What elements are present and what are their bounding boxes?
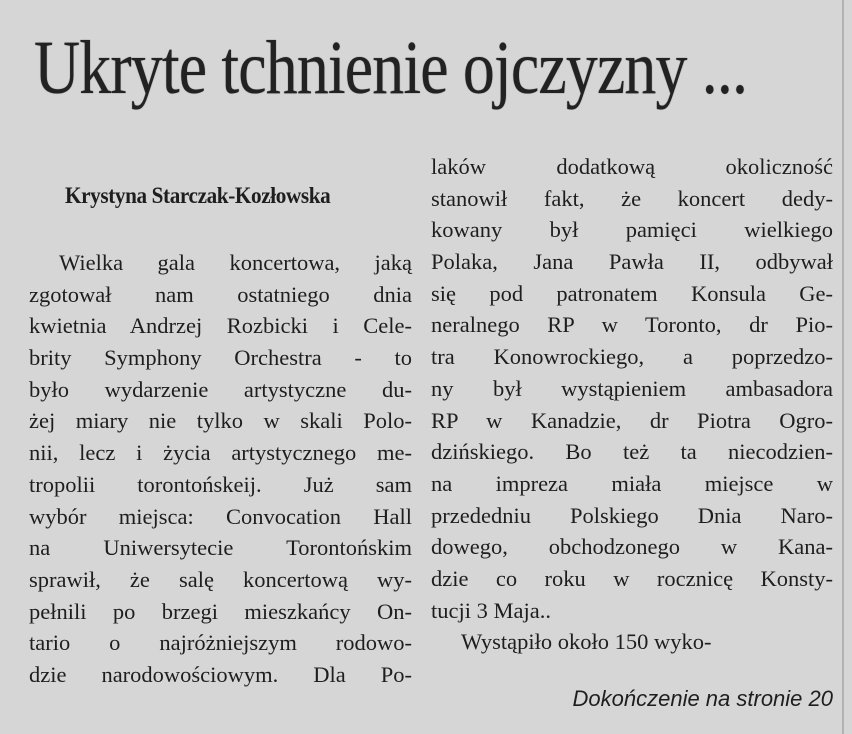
- text-line: dzie narodowościowym. Dla Po-: [29, 661, 412, 687]
- text-line: laków dodatkową okoliczność: [431, 154, 833, 179]
- article-headline: Ukryte tchnienie ojczyzny ...: [34, 26, 748, 110]
- text-line: kwietnia Andrzej Rozbicki i Cele-: [29, 313, 412, 339]
- text-line: zgotował nam ostatniego dnia: [29, 281, 412, 307]
- text-line: brity Symphony Orchestra - to: [29, 345, 412, 371]
- text-line: na impreza miała miejsce w: [431, 470, 833, 496]
- text-line: na Uniwersytecie Torontońskim: [29, 535, 412, 561]
- page-edge-divider: [842, 0, 844, 734]
- text-line: tario o najróżniejszym rodowo-: [29, 630, 412, 656]
- article-author: Krystyna Starczak-Kozłowska: [65, 183, 331, 208]
- text-line: dzińskiego. Bo też ta niecodzien-: [431, 439, 833, 465]
- text-line: Polaka, Jana Pawła II, odbywał: [431, 249, 833, 275]
- text-line: nii, lecz i życia artystycznego me-: [29, 440, 412, 466]
- text-line: Wielka gala koncertowa, jaką: [59, 250, 412, 275]
- article-column-right: [431, 151, 833, 658]
- text-line: neralnego RP w Toronto, dr Pio-: [431, 312, 833, 338]
- text-line: tucji 3 Maja..: [431, 597, 551, 623]
- text-line: wybór miejsca: Convocation Hall: [29, 503, 412, 529]
- text-line: stanowił fakt, że koncert dedy-: [431, 185, 833, 211]
- text-line: przededniu Polskiego Dnia Naro-: [431, 502, 833, 528]
- text-line: dzie co roku w rocznicę Konsty-: [431, 565, 833, 591]
- text-line: żej miary nie tylko w skali Polo-: [29, 408, 412, 434]
- text-line: było wydarzenie artystyczne du-: [29, 376, 412, 402]
- continuation-note: Dokończenie na stronie 20: [572, 686, 833, 711]
- text-line: się pod patronatem Konsula Ge-: [431, 280, 833, 306]
- text-line: ny był wystąpieniem ambasadora: [431, 375, 833, 401]
- text-line: sprawił, że salę koncertową wy-: [29, 566, 412, 592]
- text-line: pełnili po brzegi mieszkańcy On-: [29, 598, 412, 624]
- text-line: dowego, obchodzonego w Kana-: [431, 534, 833, 560]
- text-line: tra Konowrockiego, a poprzedzo-: [431, 344, 833, 370]
- text-line: kowany był pamięci wielkiego: [431, 217, 833, 243]
- text-line: tropolii torontońskeij. Już sam: [29, 471, 412, 497]
- text-line: Wystąpiło około 150 wyko-: [461, 629, 712, 655]
- text-line: RP w Kanadzie, dr Piotra Ogro-: [431, 407, 833, 433]
- article-column-left: [29, 247, 412, 691]
